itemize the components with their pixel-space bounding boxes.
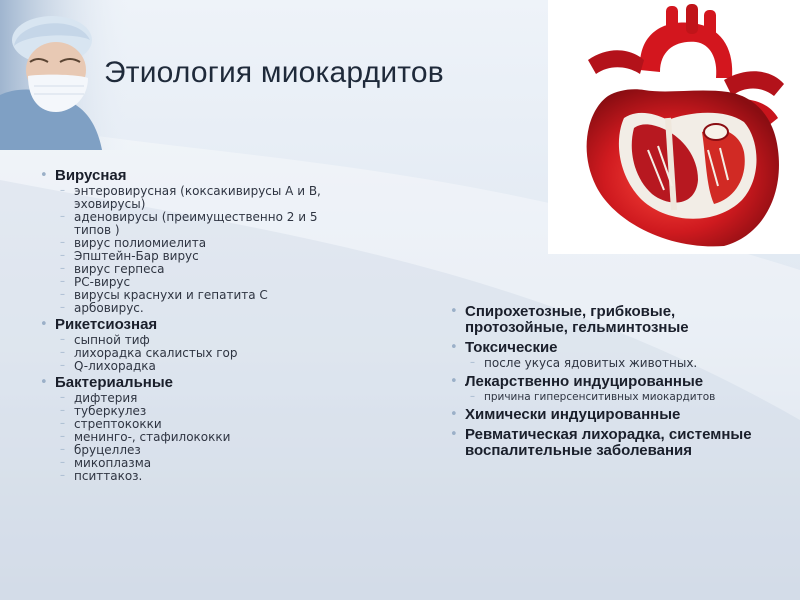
list-item: – сыпной тиф (60, 333, 150, 347)
list-item: – менинго-, стафилококки (60, 430, 231, 444)
bullet-icon: • (450, 427, 458, 442)
dash-icon: – (60, 444, 65, 455)
list-item: – микоплазма (60, 456, 152, 470)
category-spirochetal (450, 304, 760, 336)
category-rheumatic (450, 427, 760, 459)
category-bacterial (40, 375, 340, 483)
category-toxic (450, 340, 760, 370)
list-item: – вирус полиомиелита (60, 236, 207, 250)
dash-icon: – (60, 457, 65, 468)
list-item: – туберкулез (60, 404, 147, 418)
dash-icon: – (60, 185, 65, 196)
list-item: – причина гиперсенситивных миокардитов (470, 391, 716, 403)
right-column (450, 304, 760, 463)
list-item: – арбовирус. (60, 301, 144, 315)
category-heading: Лекарственно индуцированные (465, 373, 704, 390)
list-item: – бруцеллез (60, 443, 141, 457)
dash-icon: – (60, 470, 65, 481)
dash-icon: – (60, 263, 65, 274)
dash-icon: – (60, 334, 65, 345)
list-item: – после укуса ядовитых животных. (470, 356, 698, 370)
sub-list (465, 357, 760, 370)
category-heading: Рикетсиозная (55, 316, 158, 333)
page-title: Этиология миокардитов (104, 56, 444, 89)
category-chemical (450, 407, 760, 423)
dash-icon: – (470, 391, 475, 402)
category-heading: Вирусная (55, 167, 127, 184)
sub-list (55, 334, 340, 373)
list-item: – лихорадка скалистых гор (60, 346, 238, 360)
list-item: – Эпштейн-Бар вирус (60, 249, 199, 263)
bullet-icon: • (450, 340, 458, 355)
sub-list (55, 185, 340, 315)
category-heading: Бактериальные (55, 374, 174, 391)
heart-illustration (548, 0, 800, 254)
bullet-icon: • (40, 317, 48, 332)
dash-icon: – (60, 302, 65, 313)
category-heading: Токсические (465, 339, 558, 356)
list-item: – вирусы краснухи и гепатита С (60, 288, 268, 302)
list-item: – аденовирусы (преимущественно 2 и 5 типов ) (60, 210, 318, 237)
bullet-icon: • (450, 407, 458, 422)
list-item: – пситтакоз. (60, 469, 143, 483)
category-viral (40, 168, 340, 315)
list-item: – вирус герпеса (60, 262, 165, 276)
list-item: – дифтерия (60, 391, 138, 405)
sub-list (465, 391, 760, 403)
dash-icon: – (60, 405, 65, 416)
sub-list (55, 392, 340, 483)
dash-icon: – (60, 211, 65, 222)
bullet-icon: • (450, 374, 458, 389)
dash-icon: – (60, 289, 65, 300)
category-heading: Спирохетозные, грибковые, протозойные, гельминтозные (465, 303, 689, 336)
dash-icon: – (60, 392, 65, 403)
dash-icon: – (60, 347, 65, 358)
dash-icon: – (60, 418, 65, 429)
left-column (40, 168, 340, 485)
dash-icon: – (470, 357, 475, 368)
category-rickettsial (40, 317, 340, 373)
bullet-icon: • (450, 304, 458, 319)
category-drug-induced (450, 374, 760, 403)
list-item: – Q-лихорадка (60, 359, 156, 373)
dash-icon: – (60, 276, 65, 287)
dash-icon: – (60, 237, 65, 248)
list-item: – энтеровирусная (коксакивирусы А и В, эховирусы) (60, 184, 321, 211)
category-heading: Ревматическая лихорадка, системные воспалительные заболевания (465, 426, 752, 459)
list-item: – стрептококки (60, 417, 162, 431)
dash-icon: – (60, 250, 65, 261)
dash-icon: – (60, 360, 65, 371)
bullet-icon: • (40, 168, 48, 183)
list-item: – РС-вирус (60, 275, 131, 289)
category-heading: Химически индуцированные (465, 406, 681, 423)
bullet-icon: • (40, 375, 48, 390)
dash-icon: – (60, 431, 65, 442)
